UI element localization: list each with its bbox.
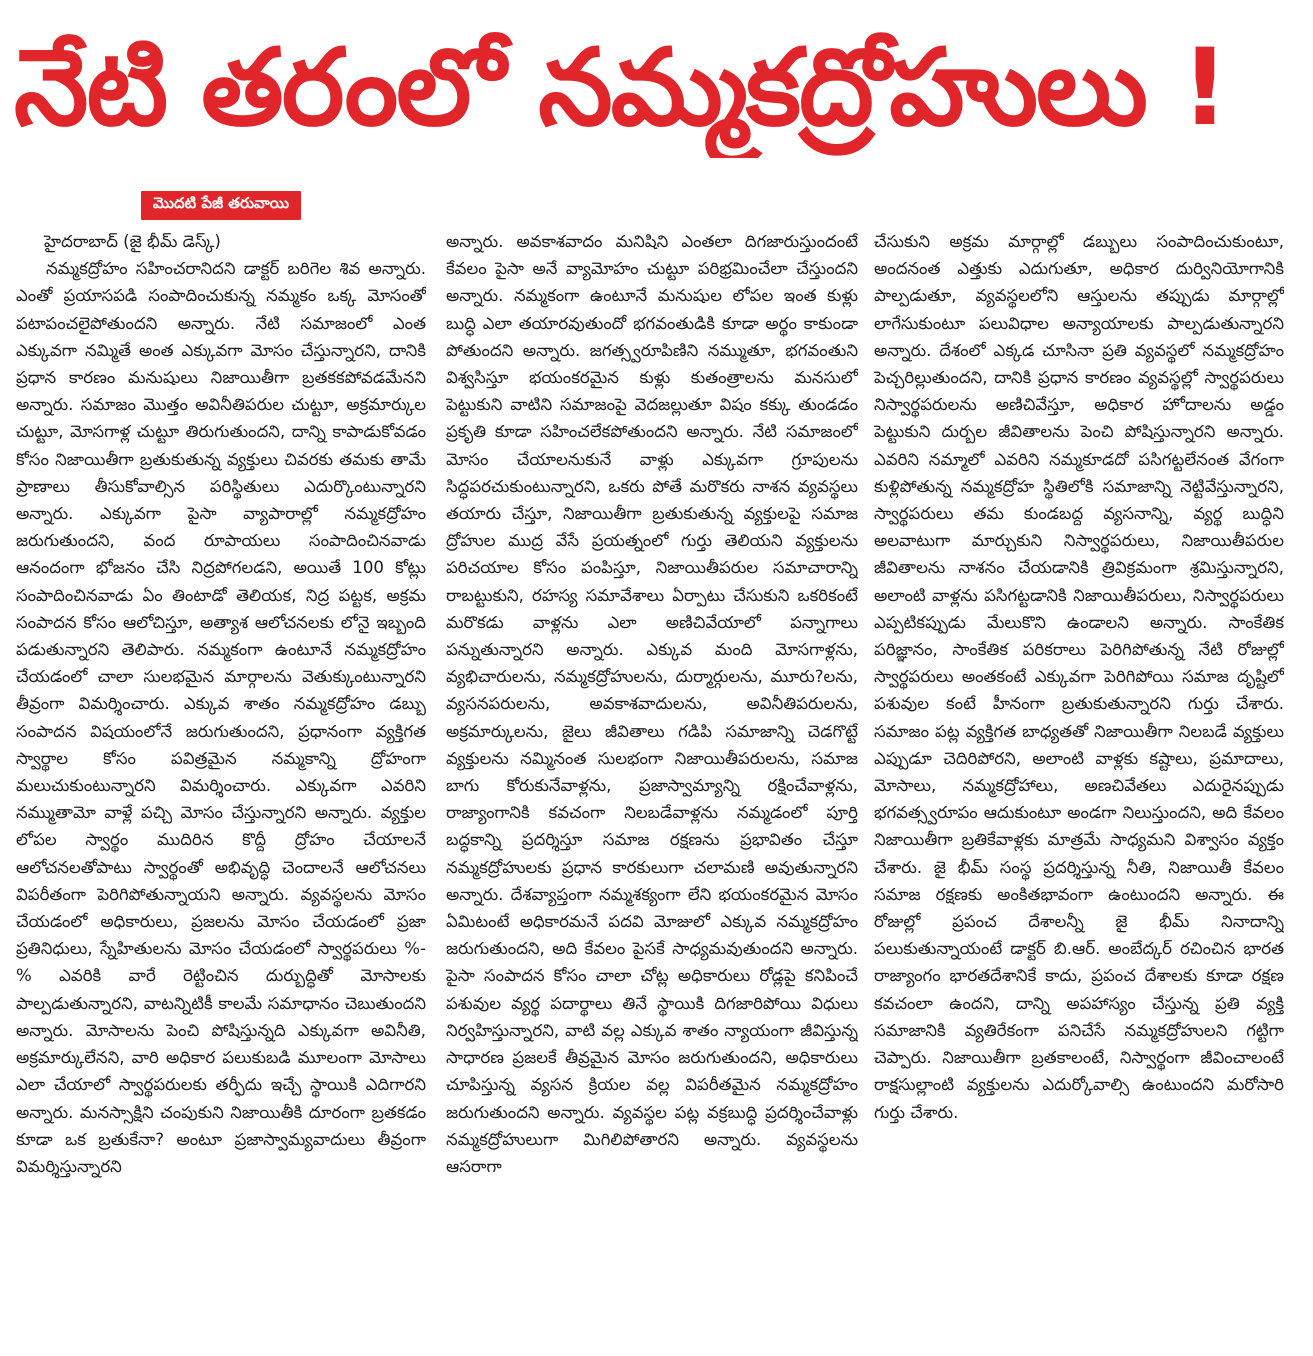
- continuation-label: మొదటి పేజీ తరువాయి: [141, 191, 301, 220]
- dateline: హైదరాబాద్ (జై భీమ్ డెస్క్): [44, 232, 221, 251]
- column-3-text: చేసుకుని అక్రమ మార్గాల్లో డబ్బులు సంపాదించుకుంటూ, అందనంత ఎత్తుకు ఎదుగుతూ, అధికార దుర్వినియోగానికి పాల్పడుతూ, వ్యవస్థలలోని ఆస్తులను తప్పుడు మార్గాల్లో లాగేసుకుంటూ పలువిధాల అన్యాయాలకు పాల్పడుతున్నారని అన్నారు. దేశంలో ఎక్కడ చూసినా ప్రతి వ్యవస్థలో నమ్మకద్రోహం పెచ్చరిల్లుతుందని, దానికి ప్రధాన కారణం వ్యవస్థల్లో స్వార్థపరులు నిస్వార్థపరులను అణిచివేస్తూ, అధికార హోదాలను అడ్డం పెట్టుకుని దుర్బల జీవితాలను పెంచి పోషిస్తున్నారని అన్నారు. ఎవరిని నమ్మాలో ఎవరిని నమ్మకూడదో పసిగట్టలేనంత వేగంగా కుళ్లిపోతున్న నమ్మకద్రోహ స్థితిలోకి సమాజాన్ని నెట్టివేస్తున్నారని, స్వార్థపరులు తమ కుండబద్ద వ్యసనాన్ని, వ్యర్థ బుద్ధిని అలవాటుగా మార్చుకుని నిస్వార్థపరులు, నిజాయితీపరుల జీవితాలను నాశనం చేయడానికి త్రివిక్రమంగా శ్రమిస్తున్నారని, అలాంటి వాళ్లను పసిగట్టడానికి నిజాయితీపరులు, నిస్వార్థపరులు ఎప్పటికప్పుడు మేలుకొని ఉండాలని అన్నారు. సాంకేతిక పరిజ్ఞానం, సాంకేతిక పరికరాలు పెరిగిపోతున్న నేటి రోజుల్లో స్వార్థపరులు అంతకంటే ఎక్కువగా పెరిగిపోయి సమాజ దృష్టిలో పశువుల కంటే హీనంగా బ్రతుకుతున్నారని గుర్తు చేశారు. సమాజం పట్ల వ్యక్తిగత బాధ్యతతో నిజాయితీగా నిలబడే వ్యక్తులు ఎప్పుడూ చెదిరిపోరని, అలాంటి వాళ్లకు కష్టాలు, ప్రమాదాలు, మోసాలు, నమ్మకద్రోహాలు, అణచివేతలు ఎదురైనప్పుడు భగవత్స్వరూపం ఆదుకుంటూ అండగా నిలుస్తుందని, అది కేవలం నిజాయితీగా బ్రతికేవాళ్లకు మాత్రమే సాధ్యమని విశ్వాసం వ్యక్తం చేశారు. జై భీమ్ సంస్థ ప్రదర్శిస్తున్న నీతి, నిజాయితీ కేవలం సమాజ రక్షణకు అంకితభావంగా ఉంటుందని అన్నారు. ఈ రోజుల్లో ప్రపంచ దేశాలన్నీ జై భీమ్ నినాదాన్ని పలుకుతున్నాయంటే డాక్టర్ బి.ఆర్. అంబేద్కర్ రచించిన భారత రాజ్యాంగం భారతదేశానికే కాదు, ప్రపంచ దేశాలకు కూడా రక్షణ కవచంలా ఉందని, దాన్ని అపహాస్యం చేస్తున్న ప్రతి వ్యక్తి సమాజానికి వ్యతిరేకంగా పనిచేసే నమ్మకద్రోహులని గట్టిగా చెప్పారు. నిజాయితీగా బ్రతకాలంటే, నిస్వార్థంగా జీవించాలంటే రాక్షసుల్లాంటి వ్యక్తులను ఎదుర్కోవాల్సి ఉంటుందని మరోసారి గుర్తు చేశారు.: [874, 232, 1284, 1122]
- article-column-2: [446, 228, 858, 1348]
- column-2-text: అన్నారు. అవకాశవాదం మనిషిని ఎంతలా దిగజారుస్తుందంటే కేవలం పైసా అనే వ్యామోహం చుట్టూ పరిభ్రమించేలా చేస్తుందని అన్నారు. నమ్మకంగా ఉంటూనే మనుషుల లోపల ఇంత కుళ్లు బుద్ధి ఎలా తయారవుతుందో భగవంతుడికి కూడా అర్థం కాకుండా పోతుందని అన్నారు. జగత్స్వరూపిణిని నమ్ముతూ, భగవంతుని విశ్వసిస్తూ భయంకరమైన కుళ్లు కుతంత్రాలను మనసులో పెట్టుకుని వాటిని సమాజంపై వెదజల్లుతూ విషం కక్కు తుండడం ప్రకృతి కూడా సహించలేకపోతుందని అన్నారు. నేటి సమాజంలో మోసం చేయాలనుకునే వాళ్లు ఎక్కువగా గ్రూపులను సిద్ధపరచుకుంటున్నారని, ఒకరు పోతే మరొకరు నాశన వ్యవస్థలు తయారు చేస్తూ, నిజాయితీగా బ్రతుకుతున్న వ్యక్తులపై సమాజ ద్రోహుల ముద్ర వేసే ప్రయత్నంలో గుర్తు తెలియని వ్యక్తులను పరిచయాల కోసం పంపిస్తూ, నిజాయితీపరుల సమాచారాన్ని రాబట్టుకుని, రహస్య సమావేశాలు ఏర్పాటు చేసుకుని ఒకరికంటే మరొకడు వాళ్లను ఎలా అణిచివేయాలో పన్నాగాలు పన్నుతున్నారని అన్నారు. ఎక్కువ మంది మోసగాళ్లను, వ్యభిచారులను, నమ్మకద్రోహులను, దుర్మార్గులను, మూరు?లను, వ్యసనపరులను, అవకాశవాదులను, అవినీతిపరులను, అక్రమార్కులను, జైలు జీవితాలు గడిపి సమాజాన్ని చెడగొట్టే వ్యక్తులను నమ్మినంత సులభంగా నిజాయితీపరులను, సమాజ బాగు కోరుకునేవాళ్లను, ప్రజాస్వామ్యాన్ని రక్షించేవాళ్లను, రాజ్యాంగానికి కవచంగా నిలబడేవాళ్లను నమ్మడంలో పూర్తి బద్ధకాన్ని ప్రదర్శిస్తూ సమాజ రక్షణను ప్రభావితం చేస్తూ నమ్మకద్రోహులకు ప్రధాన కారకులుగా చలామణి అవుతున్నారని అన్నారు. దేశవ్యాప్తంగా నమ్మశక్యంగా లేని భయంకరమైన మోసం ఏమిటంటే అధికారమనే పదవి మోజులో ఎక్కువ నమ్మకద్రోహం జరుగుతుందని, అది కేవలం పైసకే సాధ్యమవుతుందని అన్నారు. పైసా సంపాదన కోసం చాలా చోట్ల అధికారులు రోడ్లపై కనిపించే పశువుల వ్యర్థ పదార్థాలు తినే స్థాయికి దిగజారిపోయి విధులు నిర్వహిస్తున్నారని, వాటి వల్ల ఎక్కువ శాతం న్యాయంగా జీవిస్తున్న సాధారణ ప్రజలకే తీవ్రమైన మోసం జరుగుతుందని, అధికారులు చూపిస్తున్న వ్యసన క్రియల వల్ల విపరీతమైన నమ్మకద్రోహం జరుగుతుందని అన్నారు. వ్యవస్థల పట్ల వక్రబుద్ధి ప్రదర్శించేవాళ్లు నమ్మకద్రోహులుగా మిగిలిపోతారని అన్నారు. వ్యవస్థలను ఆసరాగా: [446, 232, 858, 1176]
- article-column-3: [874, 228, 1284, 1348]
- article-column-1: [16, 228, 426, 1348]
- headline: నేటి తరంలో నమ్మకద్రోహులు !: [14, 26, 1228, 149]
- column-1-text: నమ్మకద్రోహం సహించరానిదని డాక్టర్ బరిగెల శివ అన్నారు. ఎంతో ప్రయాసపడి సంపాదించుకున్న నమ్మకం ఒక్క మోసంతో పటాపంచలైపోతుందని అన్నారు. నేటి సమాజంలో ఎంత ఎక్కువగా నమ్మితే అంత ఎక్కువగా మోసం చేస్తున్నారని, దానికి ప్రధాన కారణం మనుషులు నిజాయితీగా బ్రతకకపోవడమేనని అన్నారు. సమాజం మొత్తం అవినీతిపరుల చుట్టూ, అక్రమార్కుల చుట్టూ, మోసగాళ్ల చుట్టూ తిరుగుతుందని, దాన్ని కాపాడుకోవడం కోసం నిజాయితీగా బ్రతుకుతున్న వ్యక్తులు చివరకు తమకు తామే ప్రాణాలు తీసుకోవాల్సిన పరిస్థితులు ఎదుర్కొంటున్నారని అన్నారు. ఎక్కువగా పైసా వ్యాపారాల్లో నమ్మకద్రోహం జరుగుతుందని, వంద రూపాయలు సంపాదించినవాడు ఆనందంగా భోజనం చేసి నిద్రపోగలడని, అయితే 100 కోట్లు సంపాదించినవాడు ఏం తింటాడో తెలియక, నిద్ర పట్టక, అక్రమ సంపాదన కోసం ఆలోచిస్తూ, అత్యాశ ఆలోచనలకు లోనై ఇబ్బంది పడుతున్నారని తెలిపారు. నమ్మకంగా ఉంటూనే నమ్మకద్రోహం చేయడంలో చాలా సులభమైన మార్గాలను వెతుక్కుంటున్నారని తీవ్రంగా విమర్శించారు. ఎక్కువ శాతం నమ్మకద్రోహం డబ్బు సంపాదన విషయంలోనే జరుగుతుందని, ప్రధానంగా వ్యక్తిగత స్వార్థాల కోసం పవిత్రమైన నమ్మకాన్ని ద్రోహంగా మలుచుకుంటున్నారని విమర్శించారు. ఎక్కువగా ఎవరిని నమ్ముతామో వాళ్లే పచ్చి మోసం చేస్తున్నారని అన్నారు. వ్యక్తుల లోపల స్వార్థం ముదిరిన కొద్దీ ద్రోహం చేయాలనే ఆలోచనలతోపాటు స్వార్థంతో అభివృద్ధి చెందాలనే ఆలోచనలు విపరీతంగా పెరిగిపోతున్నాయని అన్నారు. వ్యవస్థలను మోసం చేయడంలో అధికారులు, ప్రజలను మోసం చేయడంలో ప్రజా ప్రతినిధులు, స్నేహితులను మోసం చేయడంలో స్వార్థపరులు %-% ఎవరికి వారే రెట్టించిన దుర్బుద్ధితో మోసాలకు పాల్పడుతున్నారని, వాటన్నిటికీ కాలమే సమాధానం చెబుతుందని అన్నారు. మోసాలను పెంచి పోషిస్తున్నది ఎక్కువగా అవినీతి, అక్రమార్కులేనని, వారి అధికార పలుకుబడి మూలంగా మోసాలు ఎలా చేయాలో స్వార్థపరులకు తర్ఫీదు ఇచ్చే స్థాయికి ఎదిగారని అన్నారు. మనస్సాక్షిని చంపుకుని నిజాయితీకి దూరంగా బ్రతకడం కూడా ఒక బ్రతుకేనా? అంటూ ప్రజాస్వామ్యవాదులు తీవ్రంగా విమర్శిస్తున్నారని: [16, 259, 426, 1176]
